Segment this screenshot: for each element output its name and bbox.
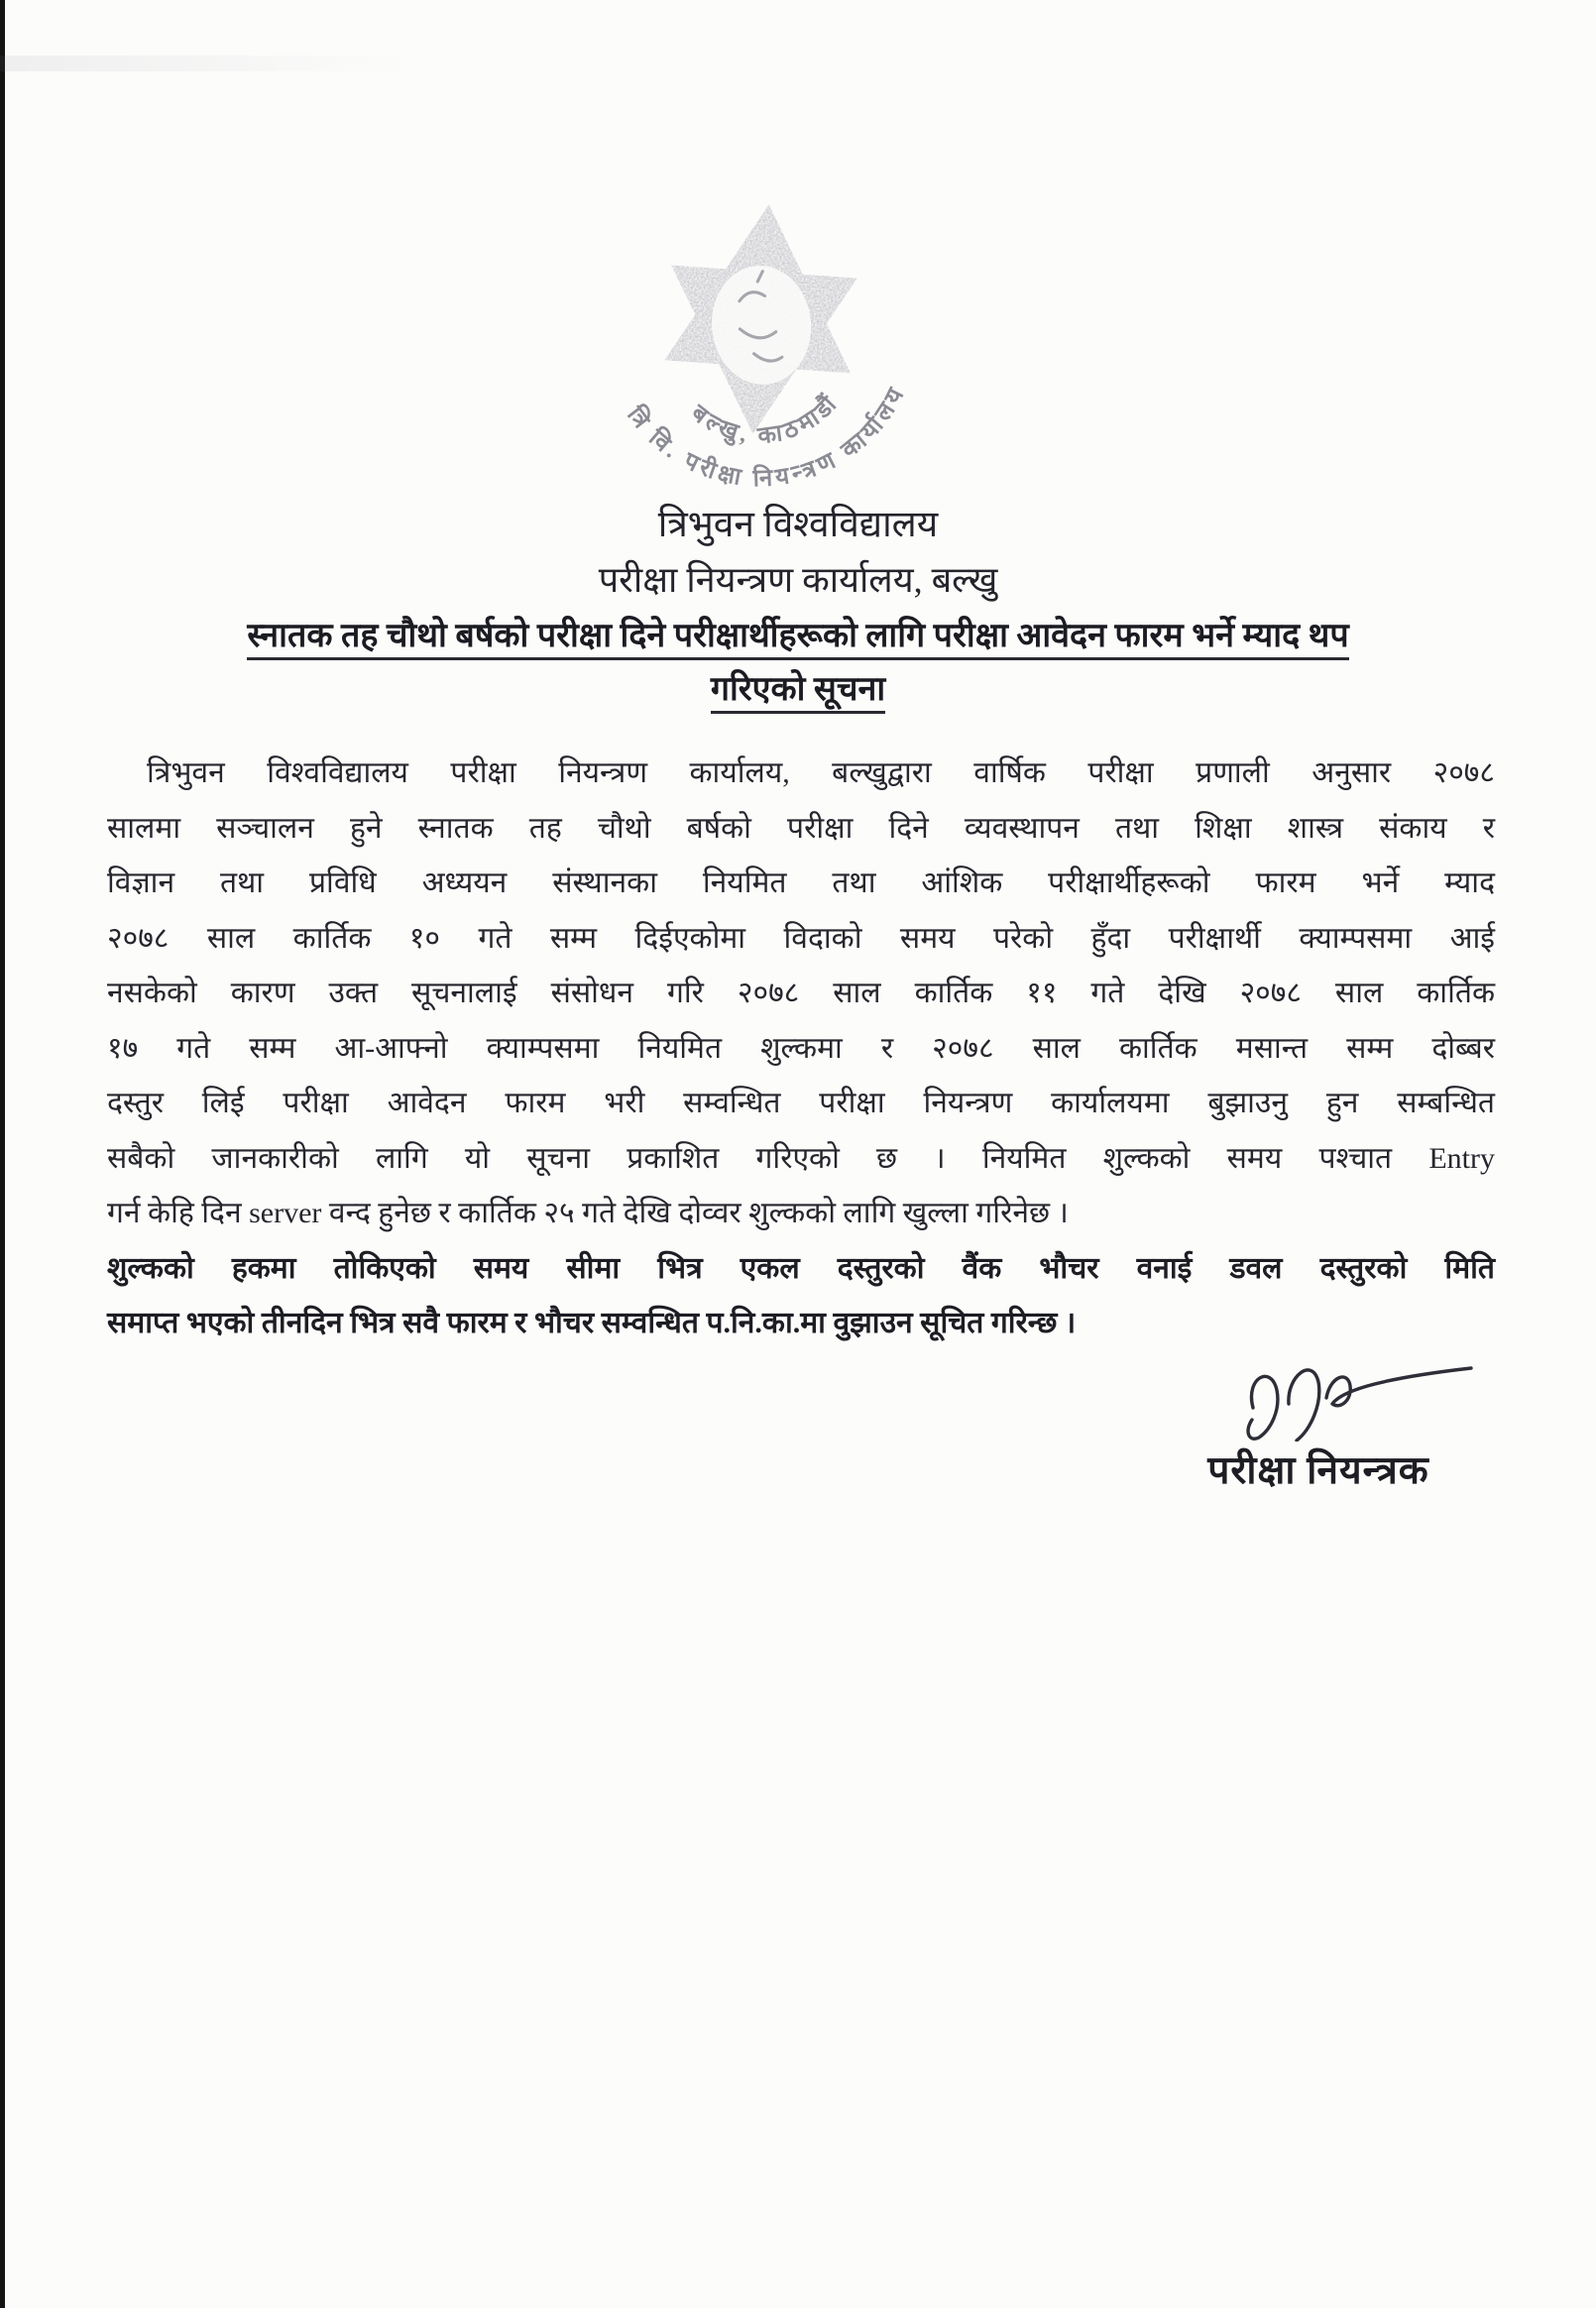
body-line: सबैको जानकारीको लागि यो सूचना प्रकाशित गरिएको छ । नियमित शुल्कको समय पश्चात Entry (107, 1141, 1495, 1175)
body-line: नसकेको कारण उक्त सूचनालाई संसोधन गरि २०७८ साल कार्तिक ११ गते देखि २०७८ साल कार्तिक (107, 977, 1495, 1009)
university-name: त्रिभुवन विश्वविद्यालय (657, 505, 939, 545)
body-line: दस्तुर लिई परीक्षा आवेदन फारम भरी सम्वन्धित परीक्षा नियन्त्रण कार्यालयमा बुझाउनु हुन सम्बन्धित (107, 1087, 1495, 1119)
star-emblem-icon (581, 184, 943, 510)
body-line: त्रिभुवन विश्वविद्यालय परीक्षा नियन्त्रण कार्यालय, बल्खुद्वारा वार्षिक परीक्षा प्रणाली अनुसार २०७८ (147, 756, 1495, 789)
letterhead (0, 501, 1596, 714)
stamp-arc-text-top: त्रि वि. परीक्षा नियन्त्रण कार्यालय (622, 381, 911, 493)
notice-title-line1: स्नातक तह चौथो बर्षको परीक्षा दिने परीक्षार्थीहरूको लागि परीक्षा आवेदन फारम भर्ने म्याद थप (0, 613, 1596, 660)
signature-block (1130, 1346, 1507, 1495)
body-line: १७ गते सम्म आ-आफ्नो क्याम्पसमा नियमित शुल्कमा र २०७८ साल कार्तिक मसान्त सम्म दोब्बर (107, 1031, 1495, 1065)
body-line-bold: शुल्कको हकमा तोकिएको समय सीमा भित्र एकल दस्तुरको वैंक भौचर वनाई डवल दस्तुरको मिति (107, 1251, 1495, 1285)
notice-body (107, 746, 1495, 1351)
scan-edge-artifact (0, 0, 5, 2308)
office-stamp (581, 184, 943, 510)
signatory-role: परीक्षा नियन्त्रक (1207, 1449, 1429, 1492)
body-line: विज्ञान तथा प्रविधि अध्ययन संस्थानका नियमित तथा आंशिक परीक्षार्थीहरूको फारम भर्ने म्याद (107, 866, 1495, 899)
body-line-bold: समाप्त भएको तीनदिन भित्र सवै फारम र भौचर सम्वन्धित प.नि.का.मा वुझाउन सूचित गरिन्छ । (107, 1307, 1077, 1339)
stamp-arc-text-bottom: बल्खु, काठमाडौं (686, 389, 845, 450)
scan-streak-artifact (0, 56, 416, 71)
body-line: २०७८ साल कार्तिक १० गते सम्म दिईएकोमा विदाको समय परेको हुँदा परीक्षार्थी क्याम्पसमा आई (107, 921, 1495, 955)
office-name: परीक्षा नियन्त्रण कार्यालय, बल्खु (598, 560, 998, 600)
body-line: सालमा सञ्चालन हुने स्नातक तह चौथो बर्षको परीक्षा दिने व्यवस्थापन तथा शिक्षा शास्त्र संकाय र (107, 811, 1495, 845)
body-line: गर्न केहि दिन server वन्द हुनेछ र कार्तिक २५ गते देखि दोव्वर शुल्कको लागि खुल्ला गरिनेछ । (107, 1197, 1069, 1229)
handwritten-signature (1229, 1346, 1487, 1442)
notice-title-line2: गरिएको सूचना (0, 666, 1596, 714)
